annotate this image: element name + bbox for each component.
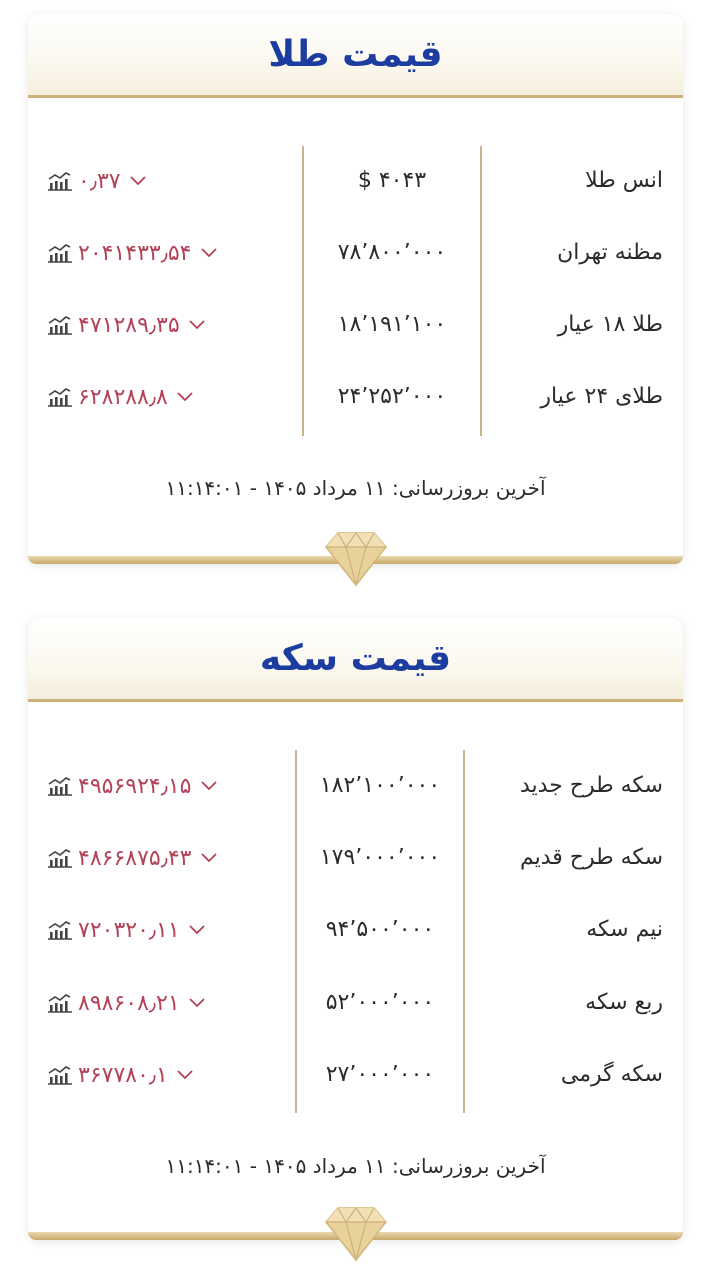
row-price: ۲۴٬۲۵۲٬۰۰۰	[337, 384, 447, 409]
diamond-icon	[324, 1204, 388, 1262]
change-value: ۰٫۳۷	[78, 168, 121, 194]
row-price: ۲۷٬۰۰۰٬۰۰۰	[325, 1062, 435, 1087]
row-change[interactable]	[46, 838, 218, 878]
change-value: ۴۸۶۶۸۷۵٫۴۳	[78, 845, 192, 871]
gold-row-tehran[interactable]	[28, 233, 683, 273]
chevron-down-icon	[200, 779, 218, 793]
gold-card-title: قیمت طلا	[268, 34, 443, 75]
row-price: ۱۷۹٬۰۰۰٬۰۰۰	[319, 845, 441, 870]
coin-row-half[interactable]	[28, 910, 683, 950]
row-change[interactable]	[46, 766, 218, 806]
last-updated-text: آخرین بروزرسانی: ۱۱ مرداد ۱۴۰۵ - ۱۱:۱۴:۰۱	[165, 476, 546, 500]
change-value: ۷۲۰۳۲۰٫۱۱	[78, 917, 180, 943]
row-name: طلای ۲۴ عیار	[540, 384, 663, 409]
change-value: ۴۹۵۶۹۲۴٫۱۵	[78, 773, 192, 799]
row-price: ۵۲٬۰۰۰٬۰۰۰	[325, 990, 435, 1015]
chart-icon[interactable]	[46, 1064, 74, 1086]
coin-row-quarter[interactable]	[28, 983, 683, 1023]
coin-price-card	[28, 618, 683, 1240]
row-name: سکه طرح قدیم	[519, 845, 663, 870]
chart-icon[interactable]	[46, 919, 74, 941]
chevron-down-icon	[188, 318, 206, 332]
row-change[interactable]	[46, 983, 206, 1023]
row-change[interactable]	[46, 161, 147, 201]
coin-row-gram[interactable]	[28, 1055, 683, 1095]
gold-row-ounce[interactable]	[28, 161, 683, 201]
chart-icon[interactable]	[46, 314, 74, 336]
change-value: ۸۹۸۶۰۸٫۲۱	[78, 990, 180, 1016]
gold-row-24k[interactable]	[28, 377, 683, 417]
change-value: ۳۶۷۷۸۰٫۱	[78, 1062, 168, 1088]
chart-icon[interactable]	[46, 847, 74, 869]
row-price: ۷۸٬۸۰۰٬۰۰۰	[337, 240, 447, 265]
chevron-down-icon	[129, 174, 147, 188]
row-name: انس طلا	[585, 168, 663, 193]
row-change[interactable]	[46, 305, 206, 345]
row-name: ربع سکه	[585, 990, 663, 1015]
gold-card-header	[28, 14, 683, 98]
chevron-down-icon	[176, 390, 194, 404]
chevron-down-icon	[200, 246, 218, 260]
gold-row-18k[interactable]	[28, 305, 683, 345]
row-price: ۹۴٬۵۰۰٬۰۰۰	[325, 917, 435, 942]
row-price: $ ۴۰۴۳	[357, 168, 427, 193]
row-change[interactable]	[46, 377, 194, 417]
chevron-down-icon	[188, 996, 206, 1010]
row-price: ۱۸٬۱۹۱٬۱۰۰	[337, 312, 447, 337]
coin-row-new-design[interactable]	[28, 766, 683, 806]
row-name: مظنه تهران	[557, 240, 663, 265]
row-name: طلا ۱۸ عیار	[557, 312, 663, 337]
chart-icon[interactable]	[46, 170, 74, 192]
coin-row-old-design[interactable]	[28, 838, 683, 878]
chart-icon[interactable]	[46, 775, 74, 797]
row-price: ۱۸۲٬۱۰۰٬۰۰۰	[319, 773, 441, 798]
row-name: نیم سکه	[586, 917, 663, 942]
row-name: سکه طرح جدید	[519, 773, 663, 798]
chart-icon[interactable]	[46, 242, 74, 264]
change-value: ۲۰۴۱۴۳۳٫۵۴	[78, 240, 192, 266]
coin-card-title: قیمت سکه	[259, 638, 452, 679]
change-value: ۴۷۱۲۸۹٫۳۵	[78, 312, 180, 338]
chevron-down-icon	[176, 1068, 194, 1082]
chevron-down-icon	[188, 923, 206, 937]
row-change[interactable]	[46, 910, 206, 950]
row-name: سکه گرمی	[560, 1062, 663, 1087]
row-change[interactable]	[46, 233, 218, 273]
chevron-down-icon	[200, 851, 218, 865]
change-value: ۶۲۸۲۸۸٫۸	[78, 384, 168, 410]
diamond-icon	[324, 529, 388, 587]
coin-card-header	[28, 618, 683, 702]
last-updated-text: آخرین بروزرسانی: ۱۱ مرداد ۱۴۰۵ - ۱۱:۱۴:۰۱	[165, 1154, 546, 1178]
chart-icon[interactable]	[46, 386, 74, 408]
row-change[interactable]	[46, 1055, 194, 1095]
gold-price-card	[28, 14, 683, 564]
chart-icon[interactable]	[46, 992, 74, 1014]
